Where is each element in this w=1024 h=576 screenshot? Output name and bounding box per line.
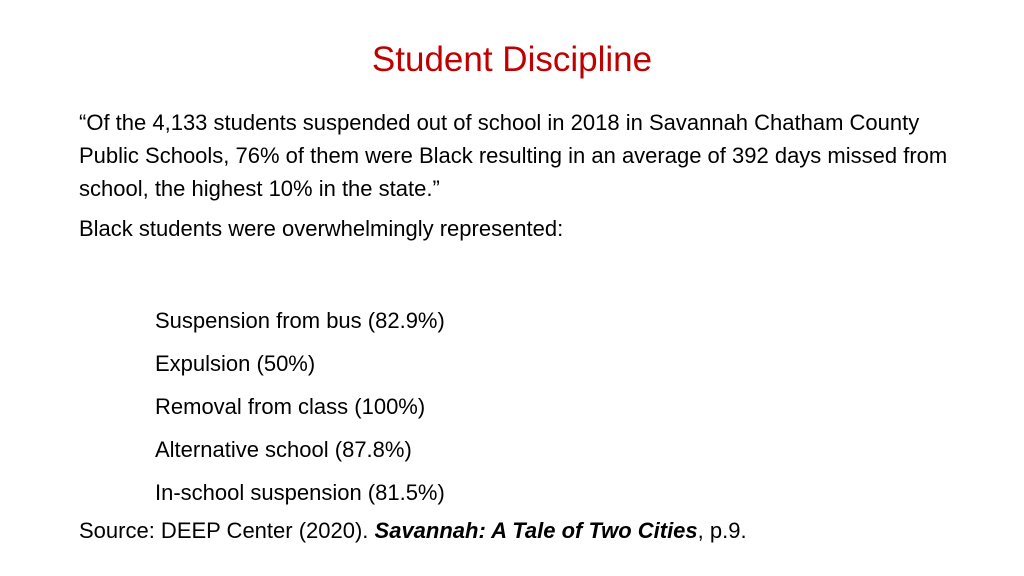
statistics-list <box>155 299 445 514</box>
source-book-title: Savannah: A Tale of Two Cities <box>374 518 698 543</box>
source-suffix: , p.9. <box>697 518 747 543</box>
source-citation <box>79 514 747 547</box>
list-item: Alternative school (87.8%) <box>155 437 412 462</box>
list-item: Removal from class (100%) <box>155 394 426 419</box>
slide-title: Student Discipline <box>371 40 653 79</box>
list-item: In-school suspension (81.5%) <box>155 480 445 505</box>
list-item: Suspension from bus (82.9%) <box>155 308 445 333</box>
source-prefix: Source: DEEP Center (2020). <box>79 518 375 543</box>
intro-text: Black students were overwhelmingly represented: <box>79 216 564 241</box>
list-item: Expulsion (50%) <box>155 351 316 376</box>
quote-paragraph: “Of the 4,133 students suspended out of school in 2018 in Savannah Chatham County Public Schools, 76% of them were Black resulting in an average of 392 days missed from school, the highest 10% in the state.” <box>79 110 948 201</box>
